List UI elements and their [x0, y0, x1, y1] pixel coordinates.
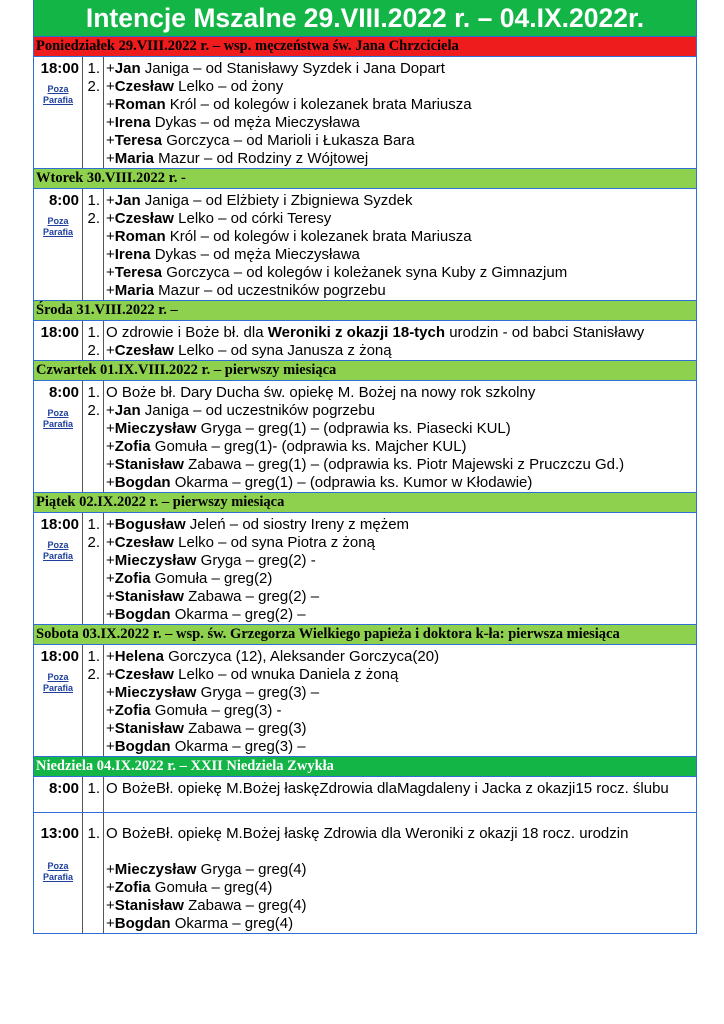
poza-parafia-link[interactable] — [34, 861, 82, 883]
intention-text: Gorczyca – od kolegów i koleżanek syna Kuby z Gimnazjum — [162, 264, 568, 281]
intention-number: 2. — [87, 342, 100, 359]
intention-name: Zofia — [114, 702, 151, 719]
intention-text: Okarma – greg(2) – — [170, 606, 306, 623]
intention-number — [83, 897, 103, 915]
intention-text: Gorczyca – od Marioli i Łukasza Bara — [162, 132, 415, 149]
intention-text: Janiga – od Stanisławy Syzdek i Jana Dopart — [140, 60, 445, 77]
intention-text: Gryga – greg(4) — [196, 861, 307, 878]
intention-text: Gryga – greg(2) - — [196, 552, 316, 569]
intention-line — [106, 246, 696, 264]
mass-time: 8:00 — [48, 780, 79, 797]
intention-text: + — [106, 534, 115, 551]
time-column — [34, 321, 83, 360]
intention-name: Stanisław — [114, 588, 184, 605]
intention-text: + — [106, 96, 115, 113]
intention-line — [106, 684, 696, 702]
intention-number — [83, 861, 103, 879]
time-column — [34, 813, 83, 933]
number-column — [83, 57, 104, 168]
intention-name: Stanisław — [114, 720, 184, 737]
intention-line — [106, 114, 696, 132]
intention-text: + — [106, 516, 115, 533]
intention-line — [106, 420, 696, 438]
time-column — [34, 513, 83, 624]
intention-number — [83, 456, 103, 474]
intention-text: O BożeBł. opiekę M.Bożej łaskęZdrowia dlaMagdaleny i Jacka z okazji15 rocz. ślubu — [106, 780, 669, 797]
intention-text: + — [106, 879, 115, 896]
intention-text: O zdrowie i Boże bł. dla — [106, 324, 268, 341]
mass-block — [34, 188, 696, 300]
mass-block — [34, 320, 696, 360]
intention-text: Zabawa – greg(1) – (odprawia ks. Piotr Majewski z Pruczczu Gd.) — [183, 456, 625, 473]
poza-parafia-text: Parafia — [42, 95, 74, 105]
intention-name: Jan — [114, 402, 141, 419]
intention-line — [106, 264, 696, 282]
intention-name: Teresa — [114, 132, 163, 149]
intention-line — [106, 825, 696, 843]
intention-text: urodzin - od babci Stanisławy — [445, 324, 645, 341]
time-column — [34, 189, 83, 300]
intention-text: Gryga – greg(1) – (odprawia ks. Piasecki KUL) — [196, 420, 511, 437]
time-column — [34, 777, 83, 812]
intention-name: Zofia — [114, 570, 151, 587]
intention-number — [83, 738, 103, 756]
intention-text: + — [106, 897, 115, 914]
intention-name: Helena — [114, 648, 164, 665]
intention-text: + — [106, 720, 115, 737]
poza-parafia-text: Poza — [47, 540, 69, 550]
intention-name: Irena — [114, 246, 151, 263]
number-column — [83, 645, 104, 756]
intention-text: + — [106, 264, 115, 281]
intention-text: + — [106, 78, 115, 95]
day-header: Wtorek 30.VIII.2022 r. - — [34, 168, 696, 188]
intention-name: Weroniki z okazji 18-tych — [267, 324, 446, 341]
intention-text: Zabawa – greg(2) – — [183, 588, 320, 605]
sheet-bottom-border — [34, 933, 696, 934]
intention-text: + — [106, 552, 115, 569]
intention-number: 2. — [87, 534, 100, 551]
day-header: Czwartek 01.IX.VIII.2022 r. – pierwszy miesiąca — [34, 360, 696, 380]
intention-text: + — [106, 702, 115, 719]
intention-number — [83, 720, 103, 738]
intention-text: Król – od kolegów i kolezanek brata Mariusza — [165, 228, 472, 245]
intention-line — [106, 879, 696, 897]
intention-line — [106, 516, 696, 534]
intention-name: Zofia — [114, 438, 151, 455]
intention-text: Lelko – od wnuka Daniela z żoną — [173, 666, 399, 683]
intention-text: Jeleń – od siostry Ireny z mężem — [185, 516, 410, 533]
intention-line — [106, 780, 696, 798]
intention-number — [83, 420, 103, 438]
number-column — [83, 381, 104, 492]
intention-name: Czesław — [114, 210, 174, 227]
intention-number — [83, 702, 103, 720]
intention-line — [106, 132, 696, 150]
poza-parafia-text: Poza — [47, 861, 69, 871]
intention-line — [106, 324, 696, 342]
poza-parafia-link[interactable] — [34, 84, 82, 106]
intention-line — [106, 228, 696, 246]
intention-line — [106, 861, 696, 879]
intention-line — [106, 78, 696, 96]
intention-number — [83, 606, 103, 624]
intention-name: Bogdan — [114, 738, 171, 755]
intention-text: + — [106, 228, 115, 245]
intention-name: Irena — [114, 114, 151, 131]
intention-text: Gryga – greg(3) – — [196, 684, 320, 701]
intention-number — [83, 915, 103, 933]
day-header: Piątek 02.IX.2022 r. – pierwszy miesiąca — [34, 492, 696, 512]
intention-number: 1. — [87, 60, 100, 77]
intention-name: Mieczysław — [114, 684, 197, 701]
intention-text: Lelko – od syna Piotra z żoną — [173, 534, 375, 551]
intention-name: Maria — [114, 150, 154, 167]
time-column — [34, 645, 83, 756]
intention-number — [83, 228, 103, 246]
intention-text: Gomuła – greg(4) — [150, 879, 273, 896]
poza-parafia-link[interactable] — [34, 216, 82, 238]
intentions-column — [104, 57, 696, 168]
intention-line — [106, 192, 696, 210]
mass-time: 8:00 — [48, 384, 79, 401]
intentions-column — [104, 189, 696, 300]
poza-parafia-link[interactable] — [34, 540, 82, 562]
intention-text: + — [106, 738, 115, 755]
intention-text: Lelko – od córki Teresy — [173, 210, 332, 227]
intention-text: Lelko – od syna Janusza z żoną — [173, 342, 392, 359]
intention-line — [106, 738, 696, 756]
intention-name: Bogusław — [114, 516, 186, 533]
intention-number — [83, 570, 103, 588]
poza-parafia-link[interactable] — [34, 672, 82, 694]
intentions-column — [104, 381, 696, 492]
poza-parafia-text: Parafia — [42, 683, 74, 693]
intention-line — [106, 342, 696, 360]
intention-name: Mieczysław — [114, 552, 197, 569]
intention-number — [83, 588, 103, 606]
intention-number — [83, 552, 103, 570]
poza-parafia-text: Parafia — [42, 872, 74, 882]
intention-text: + — [106, 192, 115, 209]
intention-number — [83, 132, 103, 150]
mass-block — [34, 776, 696, 812]
intention-number — [83, 474, 103, 492]
day-header: Niedziela 04.IX.2022 r. – XXII Niedziela Zwykła — [34, 756, 696, 776]
intention-number: 1. — [87, 192, 100, 209]
intention-text: Okarma – greg(4) — [170, 915, 294, 932]
intention-line — [106, 438, 696, 456]
intention-text: + — [106, 60, 115, 77]
intention-number — [83, 114, 103, 132]
time-column — [34, 57, 83, 168]
intention-line — [106, 282, 696, 300]
day-header: Poniedziałek 29.VIII.2022 r. – wsp. męczeństwa św. Jana Chrzciciela — [34, 36, 696, 56]
intention-text: O Boże bł. Dary Ducha św. opiekę M. Bożej na nowy rok szkolny — [106, 384, 536, 401]
intention-text: Dykas – od męża Mieczysława — [150, 114, 360, 131]
intention-name: Maria — [114, 282, 154, 299]
intention-text: Zabawa – greg(4) — [183, 897, 307, 914]
intentions-column — [104, 645, 696, 756]
poza-parafia-link[interactable] — [34, 408, 82, 430]
days-list — [34, 36, 696, 934]
intention-number — [83, 438, 103, 456]
mass-block — [34, 812, 696, 933]
mass-block — [34, 512, 696, 624]
intention-line — [106, 534, 696, 552]
intention-text: Mazur – od uczestników pogrzebu — [153, 282, 386, 299]
intention-text: Gomuła – greg(3) - — [150, 702, 282, 719]
intention-line — [106, 588, 696, 606]
intention-name: Czesław — [114, 78, 174, 95]
mass-block — [34, 644, 696, 756]
intention-text: + — [106, 210, 115, 227]
intention-text: + — [106, 342, 115, 359]
intentions-column — [104, 513, 696, 624]
intention-line — [106, 915, 696, 933]
intention-line — [106, 384, 696, 402]
mass-time: 18:00 — [40, 516, 79, 533]
intention-name: Czesław — [114, 666, 174, 683]
intention-text: Dykas – od męża Mieczysława — [150, 246, 360, 263]
intention-name: Stanisław — [114, 456, 184, 473]
intention-name: Bogdan — [114, 606, 171, 623]
intention-name: Zofia — [114, 879, 151, 896]
intention-number — [83, 96, 103, 114]
intention-text: Gorczyca (12), Aleksander Gorczyca(20) — [163, 648, 440, 665]
intention-text: + — [106, 474, 115, 491]
intention-number: 2. — [87, 666, 100, 683]
intentions-column — [104, 777, 696, 812]
intention-text: Lelko – od żony — [173, 78, 284, 95]
intention-text: Król – od kolegów i kolezanek brata Mariusza — [165, 96, 472, 113]
intention-line — [106, 96, 696, 114]
intention-text: Okarma – greg(1) – (odprawia ks. Kumor w Kłodawie) — [170, 474, 533, 491]
poza-parafia-text: Poza — [47, 672, 69, 682]
mass-time: 13:00 — [40, 825, 79, 842]
intention-line — [106, 702, 696, 720]
intention-text: + — [106, 402, 115, 419]
intention-name: Bogdan — [114, 915, 171, 932]
mass-intentions-sheet — [33, 0, 697, 934]
intention-number: 1. — [87, 384, 100, 401]
intention-line — [106, 474, 696, 492]
intention-text: Janiga – od Elżbiety i Zbigniewa Syzdek — [140, 192, 413, 209]
intention-text: + — [106, 588, 115, 605]
intention-number: 2. — [87, 402, 100, 419]
intention-text: + — [106, 420, 115, 437]
intention-number — [83, 843, 103, 861]
intention-text: + — [106, 606, 115, 623]
intention-text: Gomuła – greg(1)- (odprawia ks. Majcher KUL) — [150, 438, 467, 455]
intention-text: + — [106, 438, 115, 455]
intention-text: + — [106, 132, 115, 149]
intention-line — [106, 210, 696, 228]
intention-number: 1. — [87, 648, 100, 665]
intention-line — [106, 666, 696, 684]
number-column — [83, 189, 104, 300]
intention-text: + — [106, 648, 115, 665]
number-column — [83, 321, 104, 360]
intention-text: + — [106, 114, 115, 131]
page-title: Intencje Mszalne 29.VIII.2022 r. – 04.IX.2022r. — [34, 0, 696, 36]
intention-number: 2. — [87, 210, 100, 227]
intention-line — [106, 456, 696, 474]
intention-name: Mieczysław — [114, 861, 197, 878]
intention-name: Bogdan — [114, 474, 171, 491]
intention-line — [106, 606, 696, 624]
intention-text: + — [106, 684, 115, 701]
intention-line — [106, 843, 696, 861]
intentions-column — [104, 321, 696, 360]
intention-text: Okarma – greg(3) – — [170, 738, 306, 755]
mass-block — [34, 56, 696, 168]
poza-parafia-text: Parafia — [42, 227, 74, 237]
intention-text: + — [106, 861, 115, 878]
intention-number — [83, 282, 103, 300]
intention-number: 1. — [87, 324, 100, 341]
intention-text: + — [106, 570, 115, 587]
poza-parafia-text: Parafia — [42, 419, 74, 429]
intention-text: + — [106, 456, 115, 473]
mass-time: 8:00 — [48, 192, 79, 209]
intention-name: Mieczysław — [114, 420, 197, 437]
intention-name: Stanisław — [114, 897, 184, 914]
intention-line — [106, 150, 696, 168]
intention-name: Roman — [114, 228, 166, 245]
intention-text: + — [106, 666, 115, 683]
intention-number — [83, 264, 103, 282]
intention-text: + — [106, 915, 115, 932]
intention-text: Gomuła – greg(2) — [150, 570, 273, 587]
intention-number — [83, 246, 103, 264]
intention-number: 1. — [87, 516, 100, 533]
intention-line — [106, 720, 696, 738]
intention-line — [106, 60, 696, 78]
day-header: Środa 31.VIII.2022 r. – — [34, 300, 696, 320]
intention-line — [106, 402, 696, 420]
intention-name: Czesław — [114, 342, 174, 359]
intention-line — [106, 552, 696, 570]
intention-text: Zabawa – greg(3) — [183, 720, 307, 737]
intention-number — [83, 879, 103, 897]
intention-line — [106, 897, 696, 915]
intention-text: Mazur – od Rodziny z Wójtowej — [153, 150, 369, 167]
intention-number: 2. — [87, 78, 100, 95]
intention-name: Czesław — [114, 534, 174, 551]
intention-text: + — [106, 282, 115, 299]
intention-name: Teresa — [114, 264, 163, 281]
intention-name: Jan — [114, 192, 141, 209]
intention-name: Roman — [114, 96, 166, 113]
intention-text: Janiga – od uczestników pogrzebu — [140, 402, 375, 419]
intention-number — [83, 150, 103, 168]
poza-parafia-text: Poza — [47, 216, 69, 226]
mass-time: 18:00 — [40, 648, 79, 665]
number-column — [83, 813, 104, 933]
mass-time: 18:00 — [40, 324, 79, 341]
intentions-column — [104, 813, 696, 933]
number-column — [83, 513, 104, 624]
poza-parafia-text: Poza — [47, 408, 69, 418]
day-header: Sobota 03.IX.2022 r. – wsp. św. Grzegorza Wielkiego papieża i doktora k-ła: pierwsza miesiąca — [34, 624, 696, 644]
intention-number: 1. — [87, 780, 100, 797]
poza-parafia-text: Poza — [47, 84, 69, 94]
mass-time: 18:00 — [40, 60, 79, 77]
intention-line — [106, 570, 696, 588]
intention-text: + — [106, 246, 115, 263]
intention-text: + — [106, 150, 115, 167]
number-column — [83, 777, 104, 812]
intention-name: Jan — [114, 60, 141, 77]
mass-block — [34, 380, 696, 492]
intention-number: 1. — [87, 825, 100, 842]
intention-line — [106, 648, 696, 666]
intention-number — [83, 684, 103, 702]
poza-parafia-text: Parafia — [42, 551, 74, 561]
intention-text: O BożeBł. opiekę M.Bożej łaskę Zdrowia dla Weroniki z okazji 18 rocz. urodzin — [106, 825, 629, 842]
time-column — [34, 381, 83, 492]
